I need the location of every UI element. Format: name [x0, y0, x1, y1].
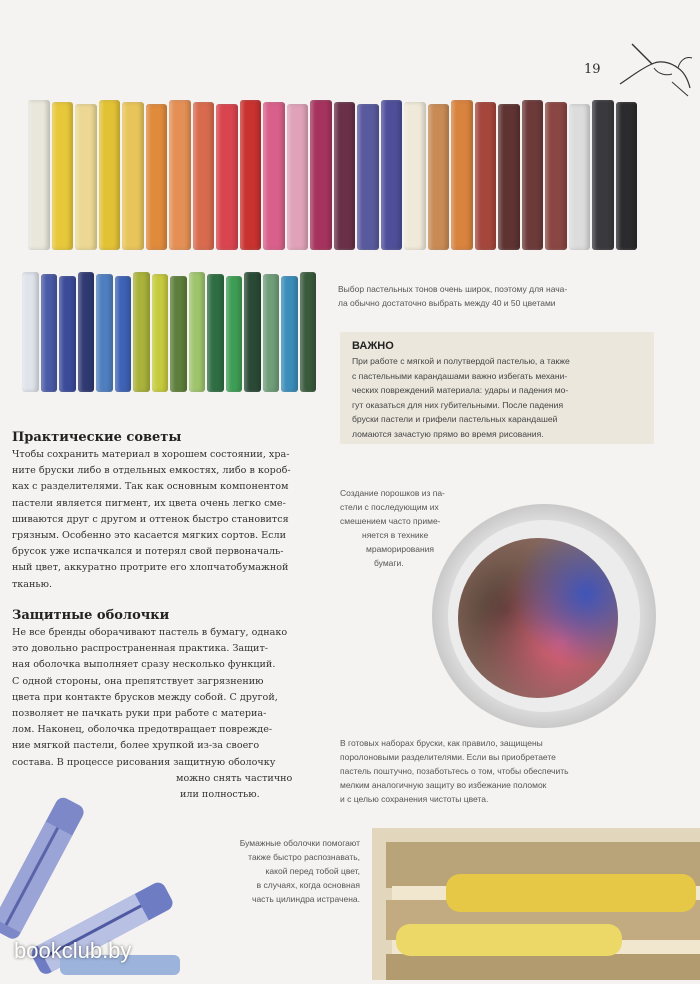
pastel-stick — [41, 274, 58, 392]
pastel-stick — [133, 272, 150, 392]
pastel-stick — [428, 104, 450, 250]
pastel-stick — [287, 104, 309, 250]
section-text-practical-tips: Чтобы сохранить материал в хорошем состоянии, хра- ните бруски либо в отдельных емкостях, либо в короб- ках с разделителями. Так как основным компонентом пастели является пигмент, их цвета очень легко сме- шиваются друг с другом и оттенок быстро становится грязным. Особенно это касается мягких сортов. Если брусок уже испачкался и потерял свой первоначаль- ный цвет, аккуратно протрите его хлопчатобумажной тканью. — [12, 449, 291, 590]
pastel-stick — [22, 272, 39, 392]
pastel-stick — [78, 272, 95, 392]
pastel-stick — [451, 100, 473, 250]
pastel-stick — [281, 276, 298, 392]
pastel-stick — [300, 272, 317, 392]
pastel-bottom-row-image — [22, 272, 322, 394]
caption-pastel-choice: Выбор пастельных тонов очень широк, поэтому для нача- ла обычно достаточно выбрать между 40 и 50 цветами — [338, 284, 568, 308]
pastel-stick — [381, 100, 403, 250]
pastel-stick — [310, 100, 332, 250]
pastel-box-image — [372, 828, 700, 980]
pastel-stick — [52, 102, 74, 250]
pastel-stick — [404, 102, 426, 250]
pastel-stick — [263, 274, 280, 392]
pastel-stick — [498, 104, 520, 250]
pastel-stick — [96, 274, 113, 392]
pastel-stick — [475, 102, 497, 250]
important-note-text: При работе с мягкой и полутвердой пастелью, а также с пастельными карандашами важно избегать механи- ческих повреждений материала: удары и падения мо- гут оказаться для них губительными. После падения бруски пастели и грифели пастельных карандашей ломаются зачастую прямо во время рисования. — [352, 356, 570, 439]
section-text-protective-wrappers-tail: можно снять частично или полностью. — [176, 773, 293, 801]
drawing-hand-icon — [612, 38, 694, 100]
pastel-stick — [170, 276, 187, 392]
pastel-stick — [545, 102, 567, 250]
pastel-stick — [169, 100, 191, 250]
pastel-stick — [75, 104, 97, 250]
pastel-stick — [592, 100, 614, 250]
important-note-box — [340, 332, 654, 444]
pastel-stick — [152, 274, 169, 392]
watermark: bookclub.by — [14, 938, 132, 963]
caption-wrappers: Бумажные оболочки помогают также быстро распознавать, какой перед тобой цвет, в случаях, когда основная часть цилиндра истрачена. — [239, 838, 360, 904]
pastel-stick — [616, 102, 638, 250]
pastel-stick — [522, 100, 544, 250]
section-title-practical-tips: Практические советы — [12, 430, 182, 445]
pastel-stick — [122, 102, 144, 250]
pastel-stick — [146, 104, 168, 250]
pastel-stick — [99, 100, 121, 250]
pastel-stick — [216, 104, 238, 250]
section-title-protective-wrappers: Защитные оболочки — [12, 608, 170, 623]
pastel-stick — [334, 102, 356, 250]
caption-powder: Создание порошков из па- стели с последующим их смешением часто приме- няется в технике мраморирования бумаги. — [340, 488, 445, 568]
pastel-stick — [226, 276, 243, 392]
caption-sets: В готовых наборах бруски, как правило, защищены поролоновыми разделителями. Если вы приобретаете пастель поштучно, позаботьтесь о том, чтобы обеспечить мелким аналогичную защиту во избежание поломок и с целью сохранения чистоты цвета. — [340, 738, 569, 804]
pastel-stick — [569, 104, 591, 250]
pastel-stick — [357, 104, 379, 250]
powder-bowl-image — [428, 500, 660, 732]
pastel-stick — [244, 272, 261, 392]
pastel-stick — [263, 102, 285, 250]
pastel-stick — [59, 276, 76, 392]
section-text-protective-wrappers: Не все бренды оборачивают пастель в бумагу, однако это довольно распространенная практика. Защит- ная оболочка выполняет сразу несколько функций. С одной стороны, она препятствует загрязнению цвета при контакте брусков между собой. С другой, позволяет не пачкать руки при работе с материа- лом. Наконец, оболочка предотвращает поврежде- ние мягкой пастели, более хрупкой из-за своего состава. В процессе рисования защитную оболочку — [12, 627, 288, 768]
pastel-stick — [193, 102, 215, 250]
important-note-title: ВАЖНО — [352, 340, 394, 352]
pastel-stick — [189, 272, 206, 392]
pastel-stick — [115, 276, 132, 392]
pastel-top-row-image — [28, 100, 643, 252]
pastel-stick — [28, 100, 50, 250]
pastel-stick — [240, 100, 262, 250]
pastel-stick — [207, 274, 224, 392]
page-number: 19 — [584, 62, 601, 77]
